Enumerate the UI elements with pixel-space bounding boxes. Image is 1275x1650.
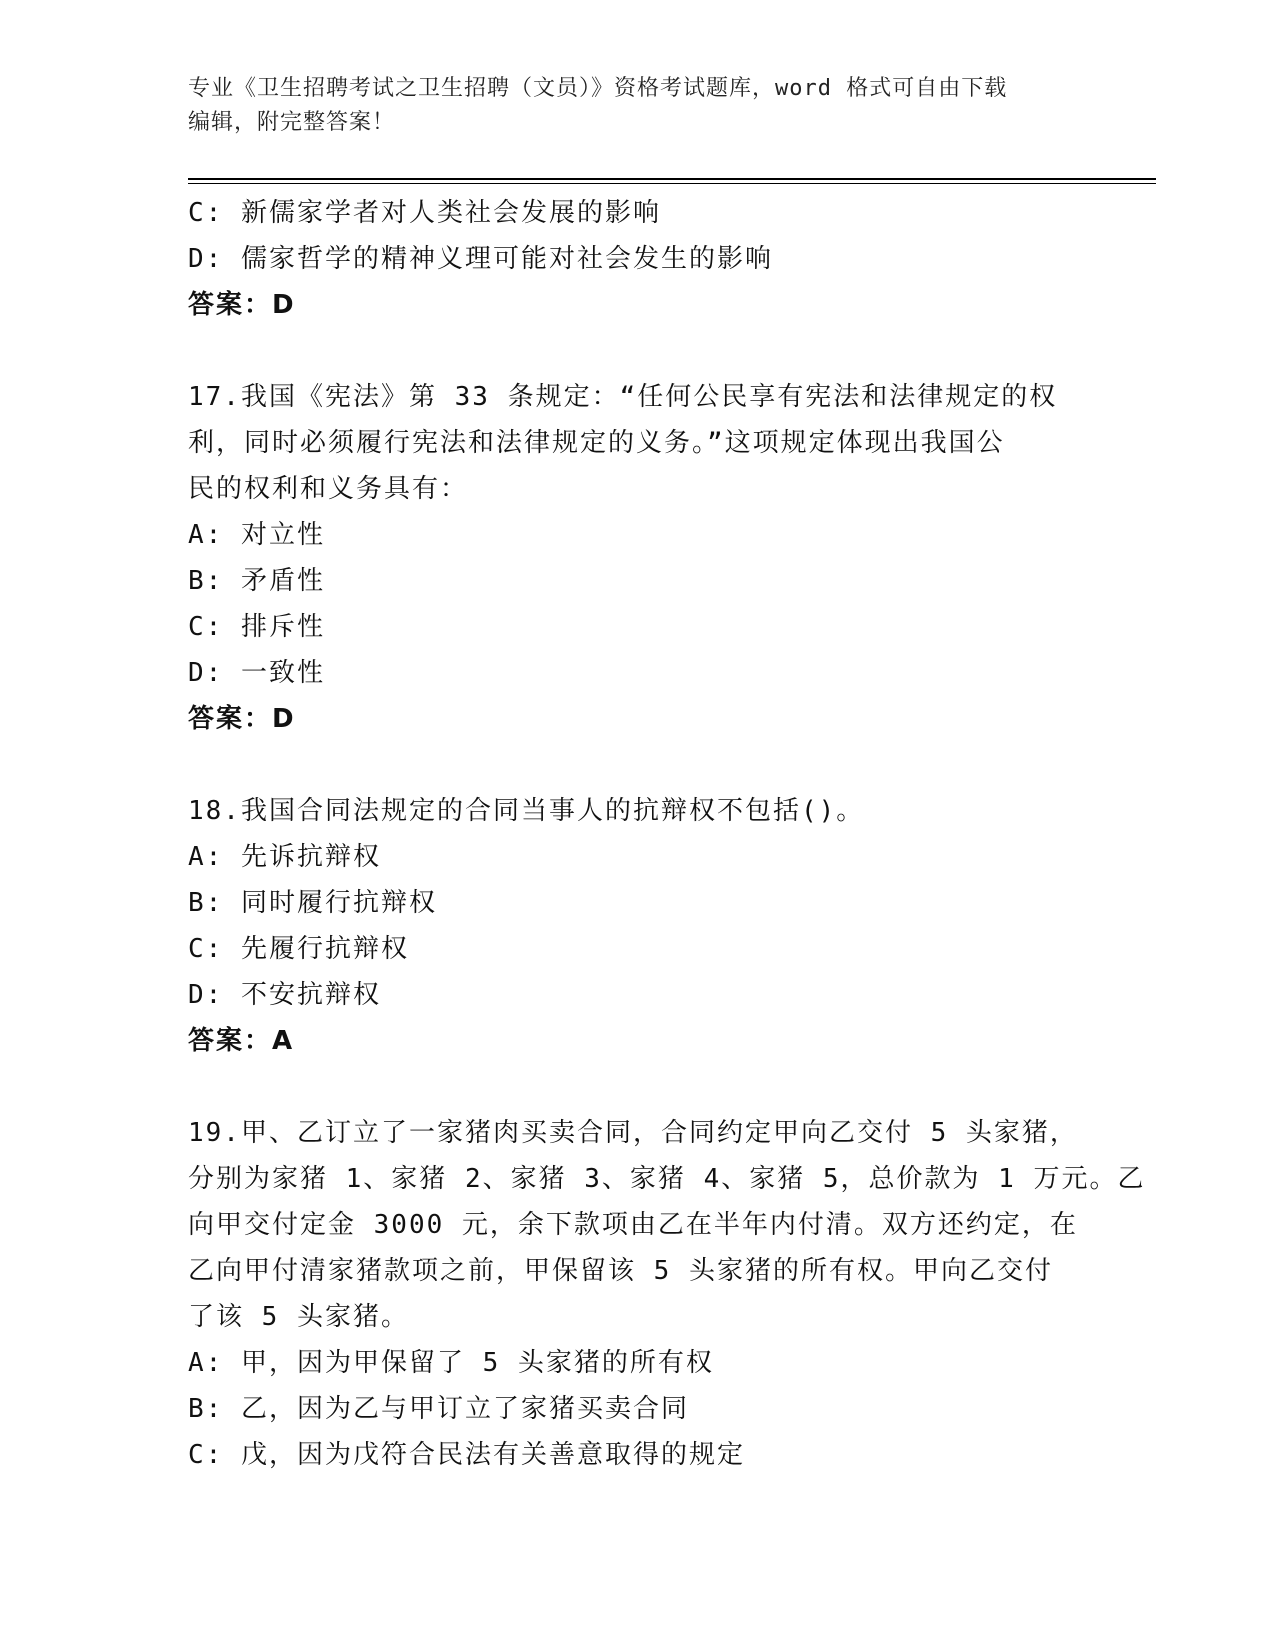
question-19 [188, 1110, 1146, 1478]
question-text-line: 17.我国《宪法》第 33 条规定：“任何公民享有宪法和法律规定的权 [188, 382, 1058, 412]
option-d: D: 不安抗辩权 [188, 980, 381, 1010]
option-c: C: 先履行抗辩权 [188, 934, 409, 964]
option-d: D: 一致性 [188, 658, 325, 688]
option-c: C: 戊，因为戊符合民法有关善意取得的规定 [188, 1440, 745, 1470]
question-18 [188, 788, 1088, 1064]
question-text-line: 了该 5 头家猪。 [188, 1302, 409, 1332]
header-line-1: 专业《卫生招聘考试之卫生招聘（文员）》资格考试题库，word 格式可自由下载 [188, 76, 1008, 101]
option-b: B: 同时履行抗辩权 [188, 888, 437, 918]
option-a: A: 甲，因为甲保留了 5 头家猪的所有权 [188, 1348, 714, 1378]
question-text-line: 民的权利和义务具有： [188, 474, 469, 504]
spacer [188, 742, 1088, 788]
question-text-line: 向甲交付定金 3000 元，余下款项由乙在半年内付清。双方还约定，在 [188, 1210, 1078, 1240]
question-text-line: 利，同时必须履行宪法和法律规定的义务。”这项规定体现出我国公 [188, 428, 1005, 458]
question-text-line: 19.甲、乙订立了一家猪肉买卖合同，合同约定甲向乙交付 5 头家猪， [188, 1118, 1078, 1148]
option-b: B: 矛盾性 [188, 566, 325, 596]
spacer [188, 1064, 1088, 1110]
question-17 [188, 374, 1088, 742]
question-16-continued [188, 190, 1088, 328]
answer-label: 答案：D [188, 704, 296, 734]
option-c: C: 排斥性 [188, 612, 325, 642]
answer-label: 答案：D [188, 290, 296, 320]
question-text-line: 18.我国合同法规定的合同当事人的抗辩权不包括()。 [188, 796, 865, 826]
header-divider-top [188, 178, 1156, 180]
spacer [188, 328, 1088, 374]
question-list [188, 190, 1146, 1478]
question-text-line: 分别为家猪 1、家猪 2、家猪 3、家猪 4、家猪 5，总价款为 1 万元。乙 [188, 1164, 1146, 1194]
option-d: D: 儒家哲学的精神义理可能对社会发生的影响 [188, 244, 773, 274]
question-text-line: 乙向甲付清家猪款项之前，甲保留该 5 头家猪的所有权。甲向乙交付 [188, 1256, 1053, 1286]
answer-label: 答案：A [188, 1026, 295, 1056]
option-a: A: 先诉抗辩权 [188, 842, 381, 872]
option-a: A: 对立性 [188, 520, 325, 550]
header-line-2: 编辑，附完整答案！ [188, 110, 396, 135]
option-b: B: 乙，因为乙与甲订立了家猪买卖合同 [188, 1394, 689, 1424]
header-divider-bottom [188, 183, 1156, 184]
option-c: C: 新儒家学者对人类社会发展的影响 [188, 198, 661, 228]
document-header [188, 72, 1088, 140]
